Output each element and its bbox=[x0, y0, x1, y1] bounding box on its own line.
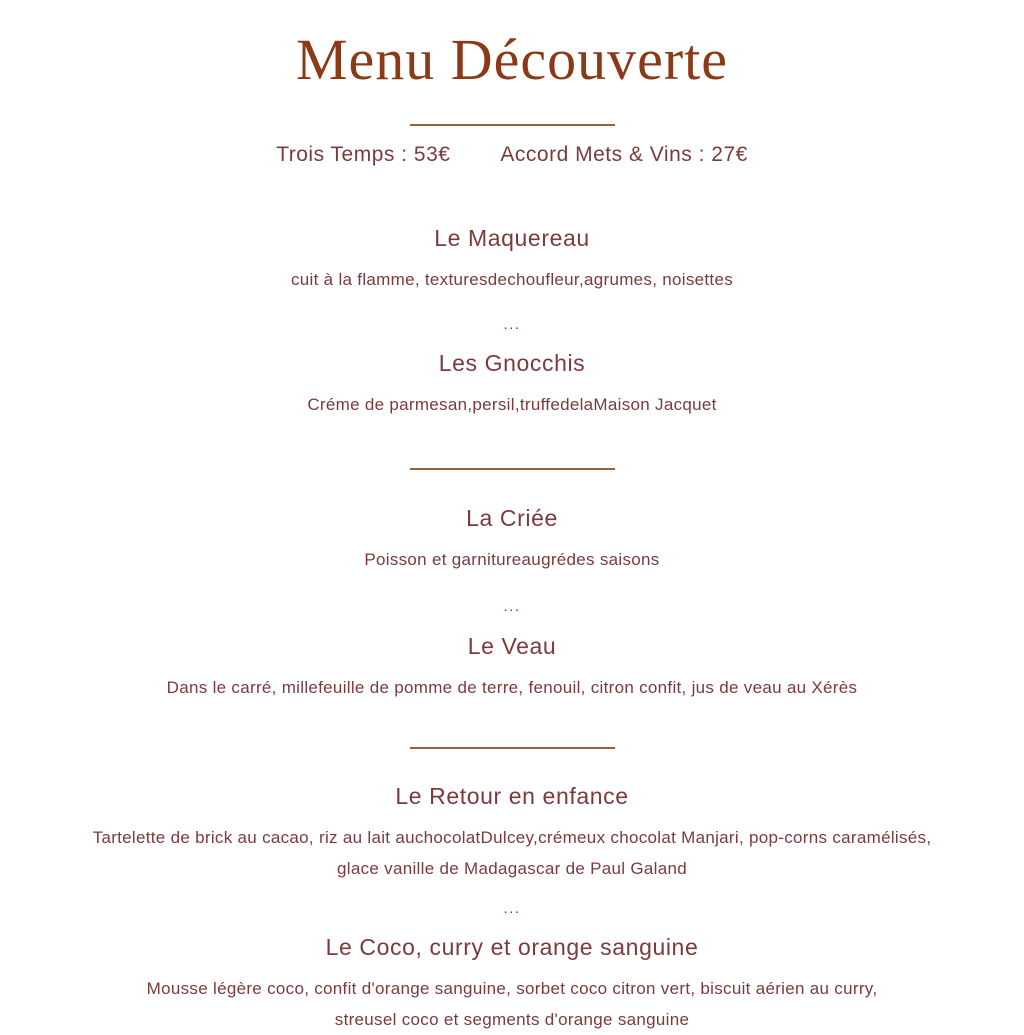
description-line: Dans le carré, millefeuille de pomme de terre, fenouil, citron confit, jus de veau au Xérès bbox=[166, 677, 858, 697]
course bbox=[0, 782, 1024, 884]
course-name: Le Veau bbox=[467, 632, 557, 659]
description-line: streusel coco et segments d'orange sanguine bbox=[334, 1009, 690, 1029]
divider bbox=[410, 124, 615, 126]
course-separator: ... bbox=[503, 315, 521, 333]
price-formula: Trois Temps : 53€ bbox=[276, 142, 451, 166]
description-line: Tartelette de brick au cacao, riz au lait auchocolatDulcey,crémeux chocolat Manjari, pop-corns caramélisés, bbox=[92, 827, 932, 847]
description-line: cuit à la flamme, texturesdechoufleur,agrumes, noisettes bbox=[290, 269, 733, 289]
course-name: Le Retour en enfance bbox=[395, 782, 629, 809]
description-line: glace vanille de Madagascar de Paul Galand bbox=[337, 858, 687, 878]
menu-section-mains bbox=[0, 504, 1024, 703]
description-line: Créme de parmesan,persil,truffedelaMaison Jacquet bbox=[307, 394, 717, 414]
course-description bbox=[0, 973, 1024, 1035]
menu-section-desserts bbox=[0, 782, 1024, 1035]
course-description bbox=[0, 822, 1024, 884]
divider bbox=[410, 468, 615, 470]
description-line: Mousse légère coco, confit d'orange sanguine, sorbet coco citron vert, biscuit aérien au curry, bbox=[146, 978, 878, 998]
course bbox=[0, 632, 1024, 703]
description-line: Poisson et garnitureaugrédes saisons bbox=[364, 549, 660, 569]
course-name: Le Maquereau bbox=[434, 224, 590, 251]
course-separator: ... bbox=[503, 597, 521, 615]
course bbox=[0, 349, 1024, 420]
course-description bbox=[0, 544, 1024, 575]
course-description bbox=[0, 389, 1024, 420]
pricing-row bbox=[0, 143, 1024, 167]
menu-section-starters bbox=[0, 224, 1024, 420]
course-name: Les Gnocchis bbox=[438, 349, 586, 376]
course-separator: ... bbox=[503, 899, 521, 917]
course-description bbox=[0, 264, 1024, 295]
course-name: Le Coco, curry et orange sanguine bbox=[325, 933, 699, 960]
course-description bbox=[0, 672, 1024, 703]
course bbox=[0, 933, 1024, 1035]
course bbox=[0, 224, 1024, 295]
price-pairing: Accord Mets & Vins : 27€ bbox=[500, 142, 748, 166]
course-name: La Criée bbox=[466, 504, 558, 531]
divider bbox=[410, 747, 615, 749]
course bbox=[0, 504, 1024, 575]
menu-title: Menu Découverte bbox=[295, 27, 729, 92]
